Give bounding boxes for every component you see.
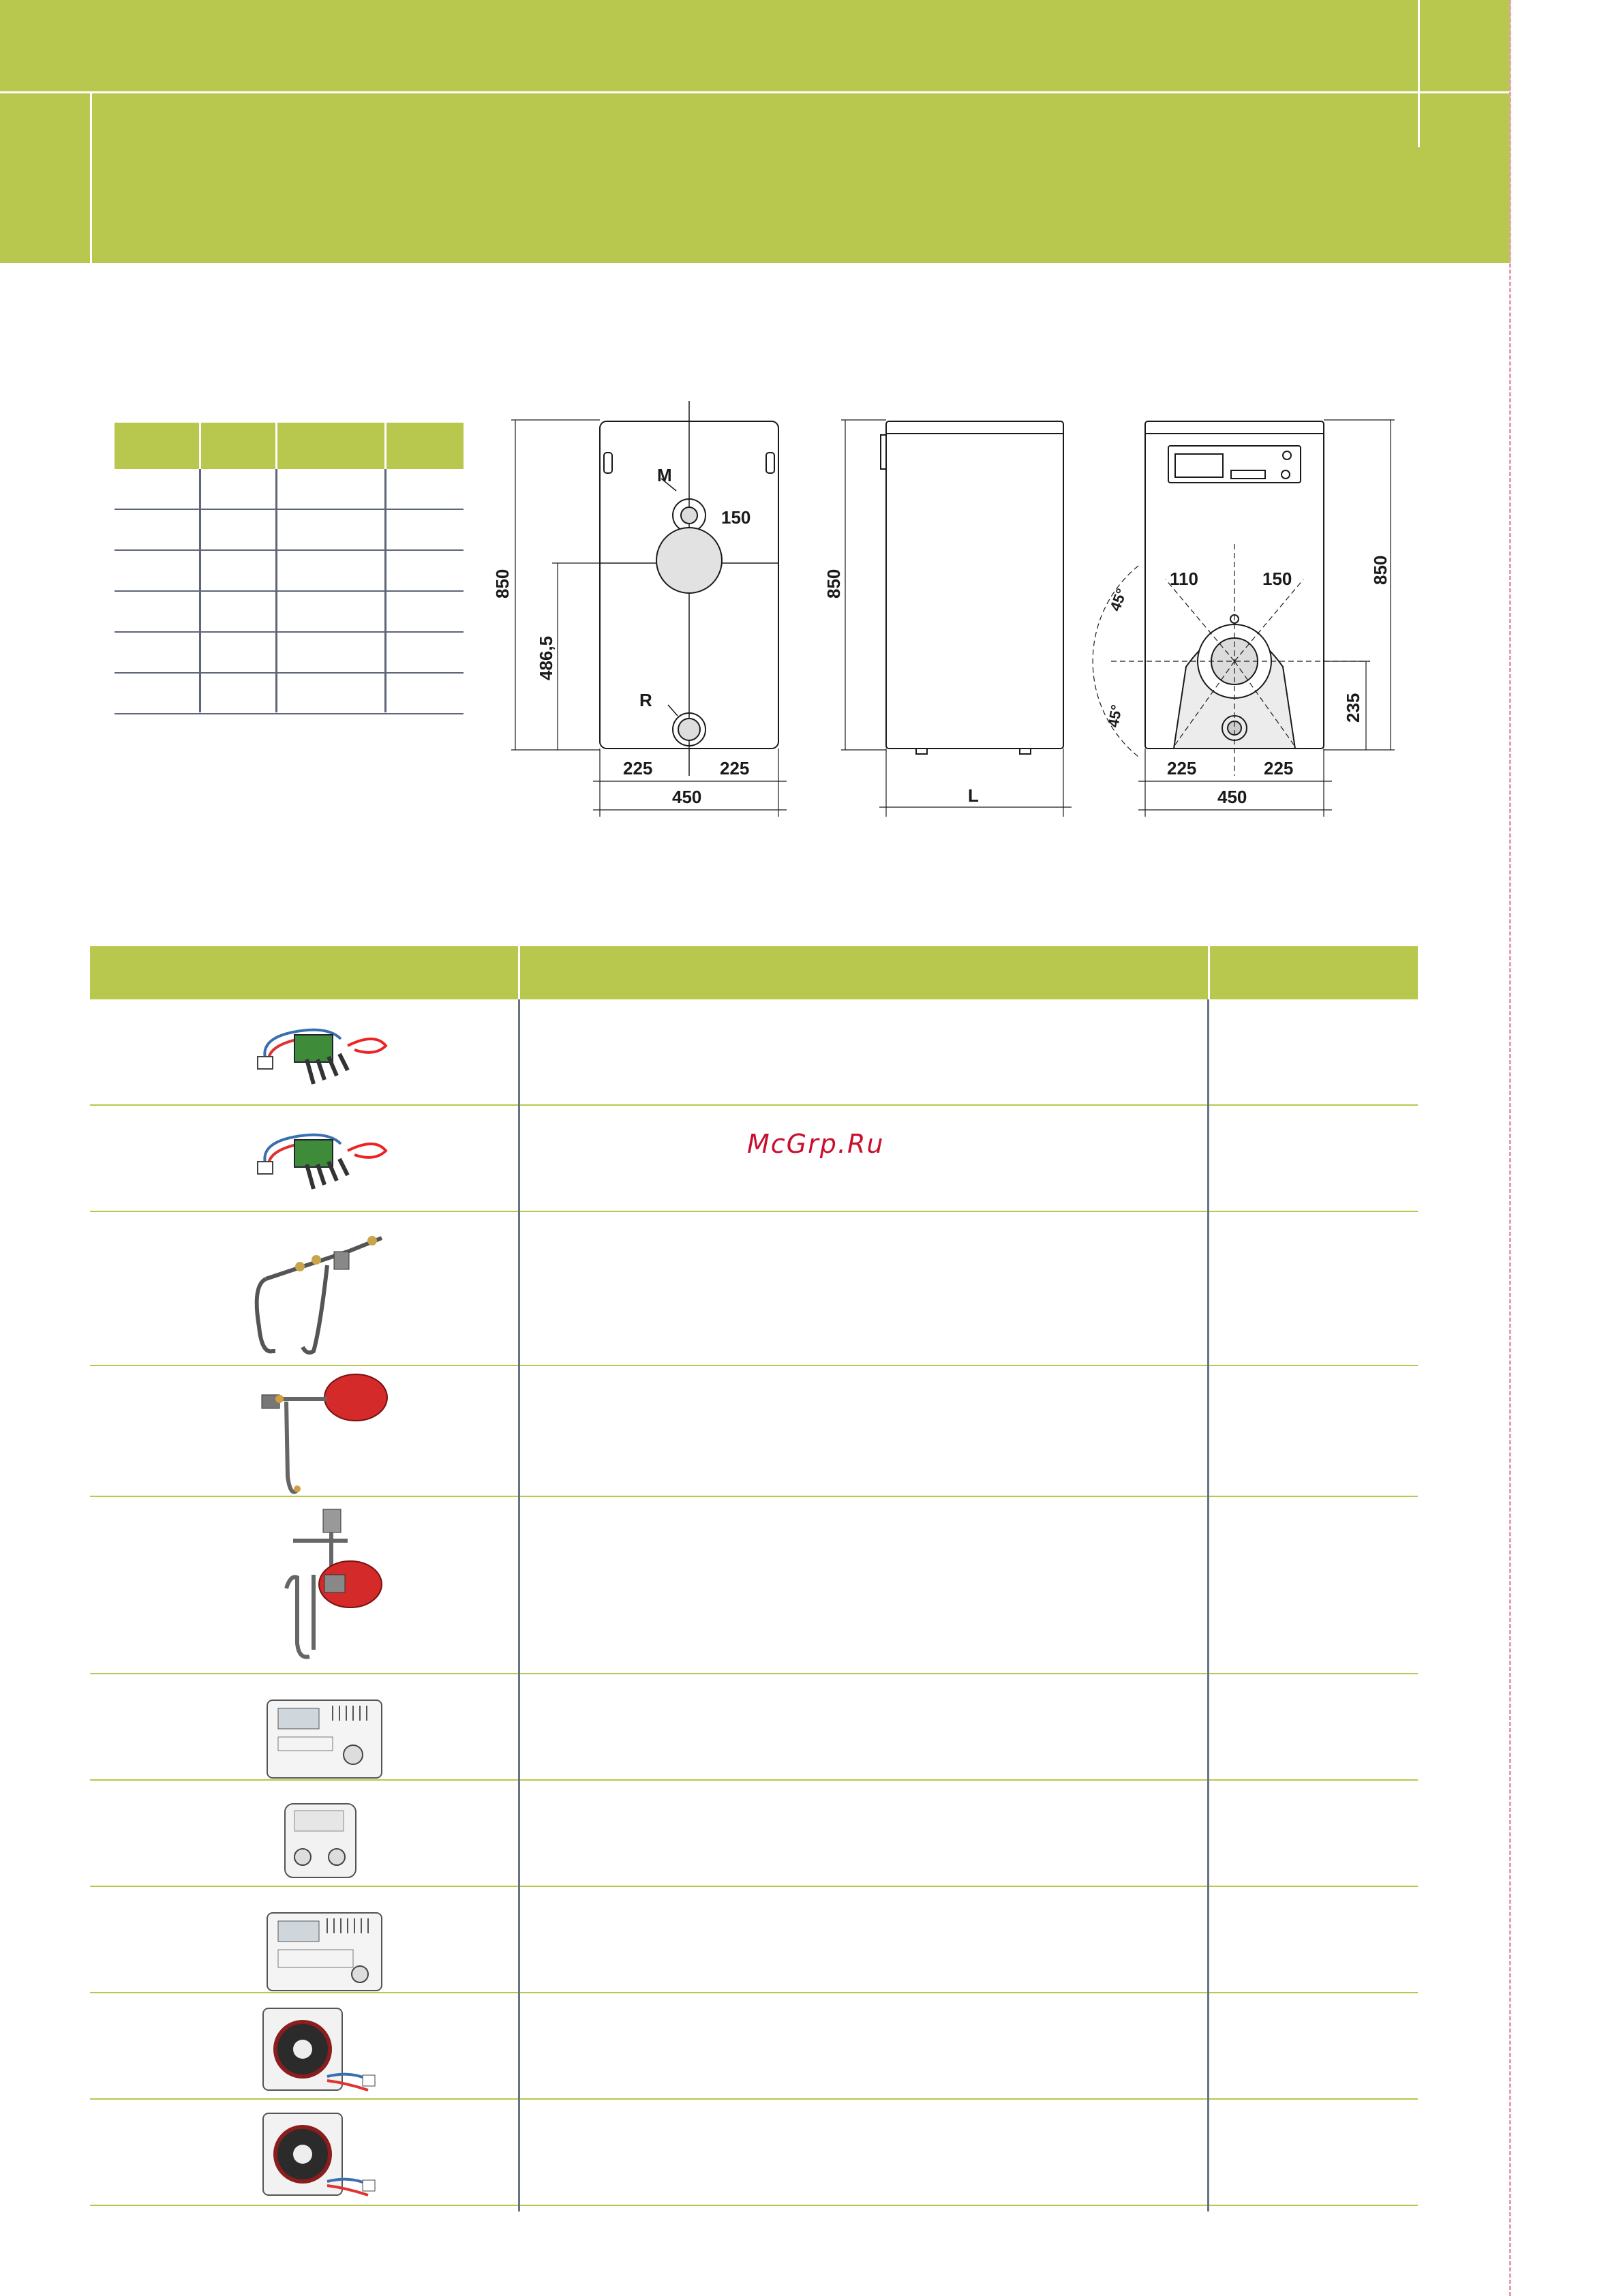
control-unit-display-icon bbox=[264, 1906, 387, 1995]
dimensions-table-header bbox=[115, 423, 464, 469]
header-divider bbox=[384, 423, 386, 469]
wiring-kit-icon bbox=[252, 1018, 395, 1087]
rear-angle-top: 45° bbox=[1106, 586, 1131, 614]
accessories-table-header bbox=[90, 946, 1418, 999]
rear-flue-axis-dim: 235 bbox=[1343, 693, 1363, 723]
front-flue-dim: 150 bbox=[721, 507, 751, 528]
front-height-dim: 850 bbox=[492, 569, 513, 599]
timer-clock-icon bbox=[259, 2106, 382, 2202]
side-length-dim: L bbox=[968, 785, 979, 806]
boiler-dimension-drawings bbox=[484, 394, 1425, 830]
rear-right-half-dim: 225 bbox=[1264, 758, 1294, 779]
header-divider bbox=[199, 423, 201, 469]
watermark-text: McGrp.Ru bbox=[747, 1129, 885, 1159]
table-row bbox=[115, 469, 464, 510]
rear-angle-bottom: 45° bbox=[1104, 703, 1125, 729]
table-row bbox=[115, 674, 464, 714]
table-row bbox=[115, 510, 464, 551]
header-divider bbox=[1208, 946, 1210, 999]
header-left-divider bbox=[90, 91, 92, 263]
rear-flue-small-dim: 110 bbox=[1170, 569, 1198, 589]
header-band bbox=[0, 0, 1511, 263]
header-right-divider bbox=[1418, 0, 1420, 147]
front-view bbox=[511, 401, 787, 817]
column-rule bbox=[1207, 999, 1209, 2211]
column-rule bbox=[384, 469, 386, 712]
rear-left-half-dim: 225 bbox=[1167, 758, 1197, 779]
expansion-vessel-kit-icon bbox=[252, 1368, 395, 1504]
column-rule bbox=[275, 469, 277, 712]
dimensions-table bbox=[115, 423, 464, 714]
front-outlet-height-dim: 486,5 bbox=[536, 635, 556, 680]
rear-height-dim: 850 bbox=[1370, 555, 1391, 585]
rear-view bbox=[1093, 420, 1395, 817]
wiring-kit-icon bbox=[252, 1123, 395, 1192]
rear-width-dim: 450 bbox=[1217, 787, 1247, 807]
table-row bbox=[115, 633, 464, 674]
front-right-half-dim: 225 bbox=[720, 758, 750, 779]
header-divider bbox=[275, 423, 277, 469]
table-row bbox=[115, 551, 464, 592]
expansion-vessel-pump-kit-icon bbox=[266, 1507, 395, 1670]
rear-flue-large-dim: 150 bbox=[1262, 569, 1292, 589]
page-cut-line bbox=[1509, 0, 1511, 2296]
front-marker-m: M bbox=[657, 465, 672, 485]
timer-clock-icon bbox=[259, 2002, 382, 2097]
front-marker-r: R bbox=[639, 690, 652, 710]
column-rule bbox=[518, 999, 520, 2211]
header-divider bbox=[0, 91, 1511, 93]
column-rule bbox=[199, 469, 201, 712]
front-width-dim: 450 bbox=[672, 787, 702, 807]
control-unit-icon bbox=[264, 1693, 387, 1782]
side-view bbox=[841, 420, 1072, 817]
side-height-dim: 850 bbox=[823, 569, 844, 599]
room-thermostat-icon bbox=[281, 1800, 363, 1882]
header-divider bbox=[518, 946, 520, 999]
header-right-divider-h bbox=[1418, 91, 1511, 93]
hydraulic-pipe-kit-icon bbox=[245, 1224, 395, 1361]
front-left-half-dim: 225 bbox=[623, 758, 653, 779]
table-row bbox=[115, 592, 464, 633]
